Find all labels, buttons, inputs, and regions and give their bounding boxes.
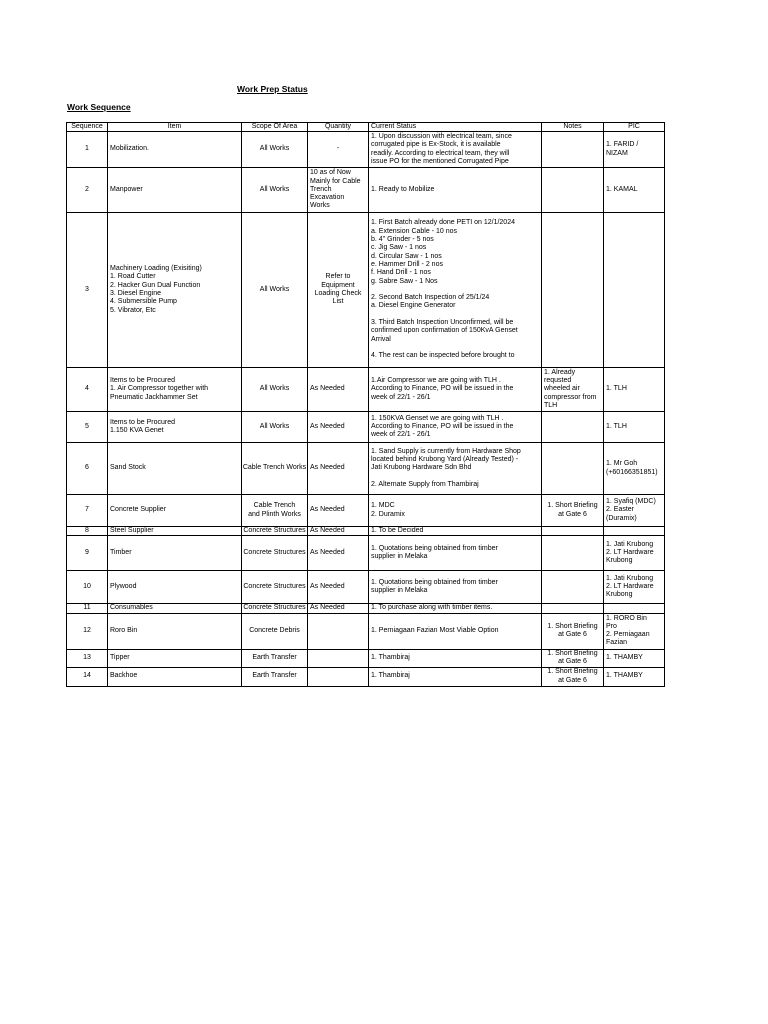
cell-item: Consumables — [108, 604, 242, 613]
header-quantity: Quantity — [308, 123, 369, 132]
cell-scope: All Works — [242, 213, 308, 368]
cell-pic: 1. FARID / NIZAM — [604, 132, 665, 168]
cell-status: 1. To purchase along with timber items. — [369, 604, 542, 613]
cell-sequence: 6 — [67, 443, 108, 495]
cell-sequence: 13 — [67, 649, 108, 667]
cell-scope: All Works — [242, 132, 308, 168]
cell-status: 1. Quotations being obtained from timber supplier in Melaka — [369, 571, 542, 604]
cell-pic: 1. KAMAL — [604, 168, 665, 213]
cell-notes — [542, 443, 604, 495]
table-row — [67, 536, 665, 571]
cell-scope: Earth Transfer — [242, 667, 308, 686]
cell-item: Concrete Supplier — [108, 495, 242, 527]
cell-item: Tipper — [108, 649, 242, 667]
table-row — [67, 495, 665, 527]
cell-sequence: 14 — [67, 667, 108, 686]
cell-scope: Concrete Structures — [243, 604, 306, 612]
cell-pic: 1. TLH — [604, 412, 665, 443]
table-row — [67, 604, 665, 613]
cell-item: Sand Stock — [108, 443, 242, 495]
cell-status: 1. Thambiraj — [369, 649, 542, 667]
cell-status: 1. MDC 2. Duramix — [369, 495, 542, 527]
table-row — [67, 168, 665, 213]
header-notes: Notes — [542, 123, 604, 132]
cell-sequence: 4 — [67, 368, 108, 412]
cell-item: Timber — [108, 536, 242, 571]
cell-sequence: 2 — [67, 168, 108, 213]
table-row — [67, 368, 665, 412]
cell-item: Manpower — [108, 168, 242, 213]
table-row — [67, 213, 665, 368]
cell-quantity — [308, 613, 369, 649]
cell-pic — [604, 213, 665, 368]
cell-pic: 1. Mr Goh (+60166351851) — [604, 443, 665, 495]
table-row — [67, 412, 665, 443]
cell-pic — [604, 527, 665, 536]
table-row — [67, 571, 665, 604]
cell-notes — [542, 536, 604, 571]
cell-scope: Concrete Structures — [243, 527, 306, 534]
cell-notes — [542, 527, 604, 536]
cell-scope: All Works — [242, 168, 308, 213]
cell-scope: Concrete Debris — [242, 613, 308, 649]
cell-sequence: 9 — [67, 536, 108, 571]
table-row — [67, 667, 665, 686]
table-row — [67, 443, 665, 495]
cell-quantity: As Needed — [308, 604, 369, 613]
cell-status: 1. Perniagaan Fazian Most Viable Option — [369, 613, 542, 649]
cell-scope: Cable Trench Works — [242, 443, 308, 495]
cell-pic: 1. THAMBY — [604, 649, 665, 667]
cell-sequence: 10 — [67, 571, 108, 604]
cell-status: 1. To be Decided — [369, 527, 542, 536]
cell-scope: All Works — [242, 368, 308, 412]
cell-notes — [542, 571, 604, 604]
cell-item: Steel Supplier — [108, 527, 242, 536]
cell-scope: Earth Transfer — [242, 649, 308, 667]
cell-scope: Cable Trench and Plinth Works — [242, 495, 308, 527]
cell-pic: 1. Jati Krubong 2. LT Hardware Krubong — [604, 536, 665, 571]
table-header-row — [67, 123, 665, 132]
cell-item: Items to be Procured 1.150 KVA Genet — [108, 412, 242, 443]
cell-scope: Concrete Structures — [242, 571, 308, 604]
cell-quantity: As Needed — [308, 527, 369, 536]
cell-quantity: As Needed — [308, 412, 369, 443]
cell-status: 1. Ready to Mobilize — [369, 168, 542, 213]
cell-status: 1. Quotations being obtained from timber supplier in Melaka — [369, 536, 542, 571]
header-pic: PIC — [604, 123, 665, 132]
header-sequence: Sequence — [67, 123, 108, 132]
section-subtitle: Work Sequence — [67, 102, 131, 112]
cell-status: 1. 150KVA Genset we are going with TLH . According to Finance, PO will be issued in the week of 22/1 - 26/1 — [369, 412, 542, 443]
cell-sequence: 5 — [67, 412, 108, 443]
header-current-status: Current Status — [369, 123, 542, 132]
cell-quantity: 10 as of Now Mainly for Cable Trench Excavation Works — [308, 168, 369, 213]
cell-notes: 1. Short Briefing at Gate 6 — [542, 649, 604, 667]
cell-quantity — [308, 649, 369, 667]
cell-quantity: As Needed — [308, 443, 369, 495]
cell-pic: 1. Jati Krubong 2. LT Hardware Krubong — [604, 571, 665, 604]
cell-sequence: 1 — [67, 132, 108, 168]
cell-quantity — [308, 667, 369, 686]
header-scope: Scope Of Area — [242, 123, 308, 132]
cell-sequence: 8 — [67, 527, 108, 536]
cell-notes: 1. Short Briefing at Gate 6 — [542, 667, 604, 686]
cell-pic: 1. RORO Bin Pro 2. Perniagaan Fazian — [604, 613, 665, 649]
table-row — [67, 649, 665, 667]
cell-notes — [542, 168, 604, 213]
cell-sequence: 7 — [67, 495, 108, 527]
cell-item: Plywood — [108, 571, 242, 604]
cell-status: 1. Upon discussion with electrical team, since corrugated pipe is Ex-Stock, it is available readily. According to electrical team, they will issue PO for the mentioned Corrugated Pipe — [369, 132, 542, 168]
cell-quantity: Refer to Equipment Loading Check List — [308, 213, 369, 368]
cell-notes: 1. Short Briefing at Gate 6 — [542, 495, 604, 527]
cell-pic: 1. TLH — [604, 368, 665, 412]
cell-quantity: - — [308, 132, 369, 168]
cell-item: Backhoe — [108, 667, 242, 686]
table-row — [67, 132, 665, 168]
cell-pic: 1. Syafiq (MDC) 2. Easter (Duramix) — [604, 495, 665, 527]
cell-pic — [604, 604, 665, 613]
cell-item: Machinery Loading (Exisiting) 1. Road Cutter 2. Hacker Gun Dual Function 3. Diesel Engine 4. Submersible Pump 5. Vibrator, Etc — [108, 213, 242, 368]
table-row — [67, 527, 665, 536]
cell-quantity: As Needed — [308, 571, 369, 604]
work-sequence-table — [66, 122, 665, 687]
cell-scope: All Works — [242, 412, 308, 443]
cell-quantity: As Needed — [308, 368, 369, 412]
cell-notes — [542, 412, 604, 443]
cell-item: Items to be Procured 1. Air Compressor together with Pneumatic Jackhammer Set — [108, 368, 242, 412]
cell-pic: 1. THAMBY — [604, 667, 665, 686]
cell-sequence: 11 — [67, 604, 108, 613]
cell-sequence: 3 — [67, 213, 108, 368]
cell-status: 1.Air Compressor we are going with TLH . According to Finance, PO will be issued in the week of 22/1 - 26/1 — [369, 368, 542, 412]
cell-notes — [542, 213, 604, 368]
cell-item: Roro Bin — [108, 613, 242, 649]
cell-quantity: As Needed — [308, 536, 369, 571]
table-row — [67, 613, 665, 649]
cell-status: 1. Sand Supply is currently from Hardware Shop located behind Krubong Yard (Already Tested) - Jati Krubong Hardware Sdn Bhd 2. Alternate Supply from Thambiraj — [369, 443, 542, 495]
cell-sequence: 12 — [67, 613, 108, 649]
cell-quantity: As Needed — [308, 495, 369, 527]
cell-notes: 1. Short Briefing at Gate 6 — [542, 613, 604, 649]
page-title: Work Prep Status — [237, 84, 308, 94]
cell-status: 1. Thambiraj — [369, 667, 542, 686]
cell-notes — [542, 132, 604, 168]
cell-notes: 1. Already requsted wheeled air compressor from TLH — [542, 368, 604, 412]
cell-item: Mobilization. — [108, 132, 242, 168]
cell-notes — [542, 604, 604, 613]
cell-scope: Concrete Structures — [242, 536, 308, 571]
cell-status: 1. First Batch already done PETI on 12/1/2024 a. Extension Cable - 10 nos b. 4" Grinder - 5 nos c. Jig Saw - 1 nos d. Circular Saw - 1 nos e. Hammer Drill - 2 nos f. Hand Drill - 1 nos g. Sabre Saw - 1 Nos 2. Second Batch Inspection of 25/1/24 a. Diesel Engine Generator 3. Third Batch Inspection Unconfirmed, will be confirmed upon confirmation of 150KvA Genset Arrival 4. The rest can be inspected before brought to — [369, 213, 542, 368]
header-item: Item — [108, 123, 242, 132]
